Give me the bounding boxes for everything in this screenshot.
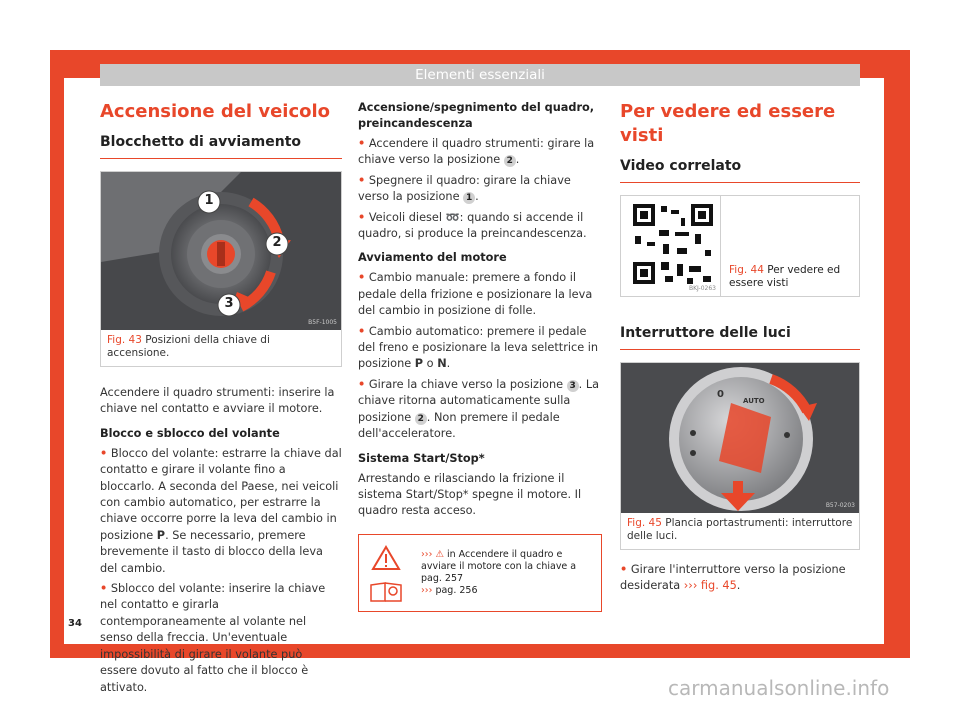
figure-caption — [101, 330, 341, 366]
column-3 — [620, 96, 860, 595]
figure-label: Fig. 43 — [107, 334, 142, 346]
bullet-turn-key: • Girare la chiave verso la posizione 3 . La chiave ritorna automaticamente sulla posizione 2 . Non premere il pedale dell'acceleratore. — [358, 377, 600, 441]
column-1 — [100, 96, 342, 696]
light-switch-illustration — [621, 363, 859, 513]
subsection-title-light-switch: Interruttore delle luci — [620, 323, 860, 350]
figure-caption-text: Posizioni della chiave di accensione. — [107, 334, 270, 359]
figure-44[interactable] — [620, 195, 860, 297]
section-title-visibility: Per vedere ed essere visti — [620, 101, 836, 146]
figure-code: B57-0203 — [825, 502, 855, 509]
warning-box — [358, 534, 602, 612]
bullet-ignition-on: • Accendere il quadro strumenti: girare la chiave verso la posizione 2 . — [358, 137, 595, 167]
chapter-header: Elementi essenziali — [100, 64, 860, 86]
column-2 — [358, 96, 602, 612]
position-badge: 3 — [567, 380, 579, 392]
figure-43 — [100, 171, 342, 367]
ignition-lock-illustration — [101, 172, 341, 330]
bullet-manual: • Cambio manuale: premere a fondo il pedale della frizione e posizionare la leva del cambio in posizione di folle. — [358, 271, 593, 318]
light-switch-image — [621, 363, 859, 513]
heading-start-stop: Sistema Start/Stop* — [358, 451, 485, 465]
bullet-lock: • Blocco del volante: estrarre la chiave dal contatto e girare il volante fino a bloccarlo. A seconda del Paese, nei veicoli con cambio automatico, per estrarre la chiave occorre porre la leva del cambio in posizione P. Se necessario, premere brevemente il tasto di blocco della leva del cambio. — [100, 446, 342, 575]
bullet-diesel: • Veicoli diesel ➿: quando si accende il quadro, si produce la preincandescenza. — [358, 210, 587, 241]
ignition-lock-image — [101, 172, 341, 330]
book-reference[interactable]: ››› pag. 256 — [421, 584, 478, 596]
bullet-unlock: • Sblocco del volante: inserire la chiave nel contatto e girarla contemporaneamente al volante nel senso della freccia. Un'eventuale impossibilità di girare il volante può essere dovuto al fatto che il blocco è attivato. — [100, 582, 326, 694]
lock-heading: Blocco e sblocco del volante — [100, 426, 280, 440]
figure-code: B5F-1005 — [308, 319, 337, 326]
heading-ignition-preglow: Accensione/spegnimento del quadro, preincandescenza — [358, 101, 595, 130]
subsection-title-video: Video correlato — [620, 156, 860, 183]
qr-code-icon — [621, 196, 721, 296]
qr-code-image[interactable] — [621, 196, 721, 296]
figure-link[interactable]: ››› fig. 45 — [683, 579, 737, 593]
warning-inline-icon: ⚠ — [435, 548, 444, 560]
position-badge: 1 — [463, 192, 475, 204]
figure-45 — [620, 362, 860, 550]
figure-45-caption: Fig. 45 Plancia portastrumenti: interruttore delle luci. — [627, 517, 853, 542]
intro-paragraph: Accendere il quadro strumenti: inserire la chiave nel contatto e avviare il motore. — [100, 386, 335, 416]
warning-icon — [371, 545, 401, 571]
position-badge: 2 — [504, 155, 516, 167]
callout-2: 2 — [272, 235, 282, 250]
bullet-ignition-off: • Spegnere il quadro: girare la chiave verso la posizione 1 . — [358, 173, 571, 204]
heading-engine-start: Avviamento del motore — [358, 251, 507, 265]
subsection-title-ignition-lock: Blocchetto di avviamento — [100, 132, 342, 159]
glow-plug-icon: ➿ — [445, 210, 460, 224]
bullet-light-switch: • Girare l'interruttore verso la posizione desiderata ››› fig. 45. — [620, 563, 846, 593]
callout-1: 1 — [204, 193, 214, 208]
figure-44-caption: Fig. 44 Per vedere ed essere visti — [729, 264, 841, 289]
bullet-automatic: • Cambio automatico: premere il pedale del freno e posizionare la leva selettrice in posizione P o N. — [358, 324, 599, 371]
book-icon — [369, 579, 403, 603]
knob-position-zero: 0 — [717, 389, 724, 400]
knob-position-auto: AUTO — [743, 397, 765, 405]
watermark: carmanualsonline.info — [668, 676, 890, 700]
figure-code: BKJ-0263 — [688, 285, 716, 292]
callout-3: 3 — [224, 296, 234, 311]
page-number: 34 — [68, 618, 82, 629]
section-title-ignition: Accensione del veicolo — [100, 101, 331, 122]
start-stop-paragraph: Arrestando e rilasciando la frizione il sistema Start/Stop* spegne il motore. Il quadro resta acceso. — [358, 471, 582, 518]
warning-reference[interactable]: ››› ⚠ in Accendere il quadro e avviare il motore con la chiave a pag. 257 — [421, 548, 577, 584]
position-badge: 2 — [415, 413, 427, 425]
